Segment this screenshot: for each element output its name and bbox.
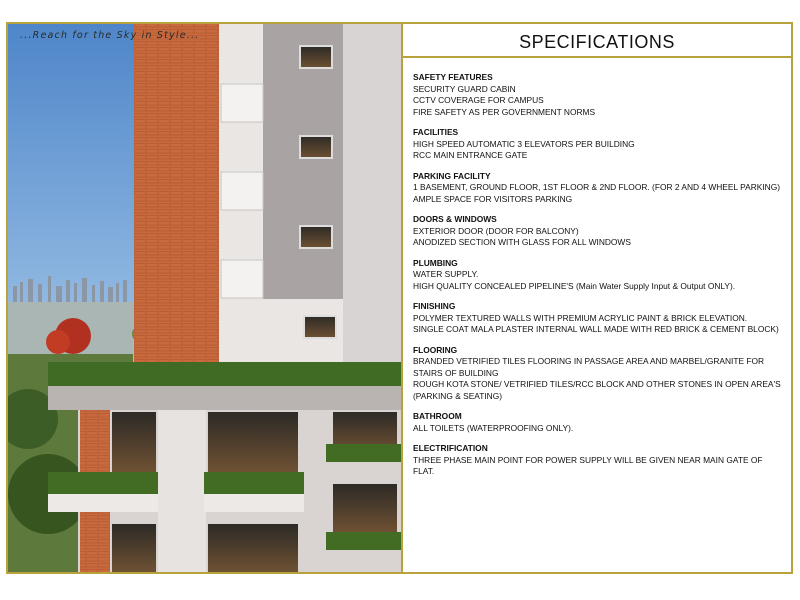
page-frame	[6, 22, 793, 574]
spec-line: RCC MAIN ENTRANCE GATE	[413, 150, 528, 160]
spec-line: SECURITY GUARD CABIN	[413, 83, 516, 94]
spec-section	[413, 72, 781, 118]
building-rendering	[8, 24, 401, 572]
spec-section-heading: BATHROOM	[413, 411, 462, 421]
spec-line: EXTERIOR DOOR (DOOR FOR BALCONY)	[413, 225, 579, 236]
spec-section	[413, 214, 781, 249]
spec-section-heading: DOORS & WINDOWS	[413, 214, 497, 224]
spec-line: HIGH SPEED AUTOMATIC 3 ELEVATORS PER BUILDING	[413, 138, 635, 149]
spec-line: AMPLE SPACE FOR VISITORS PARKING	[413, 193, 573, 204]
spec-line: HIGH QUALITY CONCEALED PIPELINE'S (Main Water Supply Input & Output ONLY).	[413, 280, 736, 291]
building-illustration	[8, 24, 401, 572]
spec-section-heading: PLUMBING	[413, 257, 458, 268]
spec-line: THREE PHASE MAIN POINT FOR POWER SUPPLY WILL BE GIVEN NEAR MAIN GATE OF FLAT.	[413, 454, 763, 476]
spec-line: FIRE SAFETY AS PER GOVERNMENT NORMS	[413, 106, 596, 117]
spec-section	[413, 301, 781, 336]
spec-section	[413, 127, 781, 162]
spec-section	[413, 345, 781, 403]
spec-line: WATER SUPPLY.	[413, 269, 479, 279]
spec-line: SINGLE COAT MALA PLASTER INTERNAL WALL MADE WITH RED BRICK & CEMENT BLOCK)	[413, 324, 779, 334]
spec-line: BRANDED VETRIFIED TILES FLOORING IN PASSAGE AREA AND MARBEL/GRANITE FOR STAIRS OF BUILDING	[413, 356, 765, 378]
spec-section-heading: FLOORING	[413, 344, 458, 355]
spec-section	[413, 411, 781, 434]
spec-line: ROUGH KOTA STONE/ VETRIFIED TILES/RCC BLOCK AND OTHER STONES IN OPEN AREA'S (PARKING & SEATING)	[413, 379, 781, 401]
spec-line: CCTV COVERAGE FOR CAMPUS	[413, 95, 544, 105]
spec-section	[413, 443, 781, 478]
spec-line: ANODIZED SECTION WITH GLASS FOR ALL WINDOWS	[413, 237, 631, 247]
specifications-list	[403, 58, 791, 478]
spec-section-heading: ELECTRIFICATION	[413, 443, 488, 453]
spec-section-heading: PARKING FACILITY	[413, 170, 491, 181]
spec-section-heading: FACILITIES	[413, 127, 459, 137]
image-tagline: ...Reach for the Sky in Style...	[20, 30, 200, 41]
spec-line: 1 BASEMENT, GROUND FLOOR, 1ST FLOOR & 2ND FLOOR. (FOR 2 AND 4 WHEEL PARKING)	[413, 182, 781, 192]
spec-section-heading: FINISHING	[413, 301, 456, 311]
spec-section-heading: SAFETY FEATURES	[413, 72, 493, 82]
spec-section	[413, 171, 781, 206]
spec-line: ALL TOILETS (WATERPROOFING ONLY).	[413, 422, 574, 433]
spec-section	[413, 258, 781, 293]
specifications-panel	[401, 24, 791, 572]
spec-line: POLYMER TEXTURED WALLS WITH PREMIUM ACRYLIC PAINT & BRICK ELEVATION.	[413, 312, 748, 323]
page-title: SPECIFICATIONS	[403, 24, 791, 58]
